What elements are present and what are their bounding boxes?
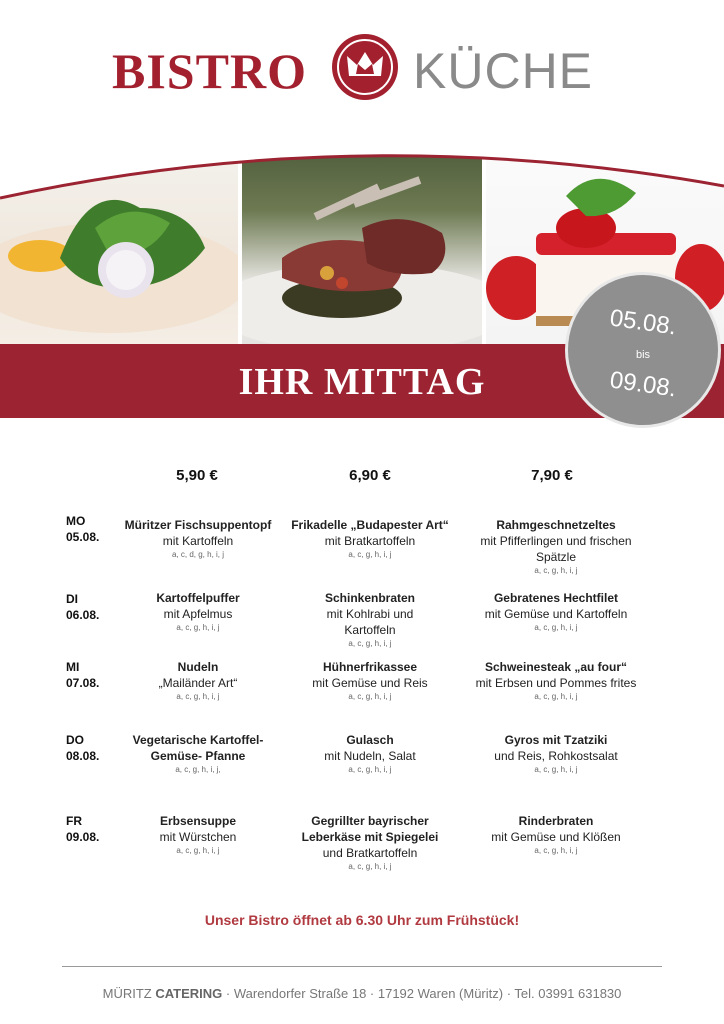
logo-text-bistro: BISTRO [112,43,307,99]
weekday: MI [66,660,80,674]
day-label [66,591,99,623]
day-date: 08.08. [66,749,100,763]
menu-item [98,590,298,634]
dish-title: Gulasch [346,733,394,747]
dish-title: Hühnerfrikassee [322,660,418,674]
menu-item [270,813,470,873]
dish-allergens: a, c, g, h, i, j [176,692,220,701]
dish-allergens: a, c, d, g, h, i, j [171,550,225,559]
price-column-3: 7,90 € [531,467,573,484]
menu-item [270,590,470,650]
dish-description: und Bratkartoffeln [322,846,418,860]
dish-allergens: a, c, g, h, i, j [176,623,220,632]
price-column-1: 5,90 € [176,467,218,484]
crown-icon [332,34,398,100]
day-label [66,659,99,691]
dish-description: mit Gemüse und Reis [312,676,428,690]
breakfast-notice: Unser Bistro öffnet ab 6.30 Uhr zum Frühstück! [204,912,520,928]
day-label [66,813,99,845]
dish-description: mit Apfelmus [163,607,233,621]
menu-item [270,517,470,561]
dish-allergens: a, c, g, h, i, j [176,846,220,855]
dish-title: Frikadelle „Budapester Art“ [291,518,449,532]
footer-company-bold: CATERING [155,986,223,1001]
weekday: DI [66,592,78,606]
day-date: 05.08. [66,530,100,544]
menu-item [98,659,298,703]
weekday: FR [66,814,82,828]
dish-description: und Reis, Rohkostsalat [494,749,618,763]
dish-title: Müritzer Fischsuppentopf [124,518,272,532]
dish-allergens: a, c, g, h, i, j [534,692,578,701]
day-date: 06.08. [66,608,100,622]
dish-description: „Mailänder Art“ [158,676,238,690]
dish-title: Schinkenbraten [324,591,416,605]
footer-company-light: MÜRITZ [102,986,152,1001]
dish-title: Gegrillter bayrischer Leberkäse mit Spiegelei [301,814,439,844]
footer-address: · Warendorfer Straße 18 · 17192 Waren (Müritz) · Tel. 03991 631830 [225,986,622,1001]
dish-allergens: a, c, g, h, i, j, [175,765,221,774]
dish-description: mit Erbsen und Pommes frites [475,676,637,690]
menu-item [98,517,298,561]
dish-allergens: a, c, g, h, i, j [348,550,392,559]
menu-item [270,732,470,776]
dish-description: mit Gemüse und Klößen [491,830,621,844]
menu-item [456,813,656,857]
date-from: 05.08. [608,304,678,341]
dish-allergens: a, c, g, h, i, j [348,692,392,701]
dish-allergens: a, c, g, h, i, j [534,566,578,575]
date-to: 09.08. [608,366,678,403]
footer-divider [62,966,662,967]
menu-item [98,732,298,776]
menu-item [456,517,656,577]
day-label [66,513,99,545]
day-date: 09.08. [66,830,100,844]
dish-description: mit Gemüse und Kartoffeln [484,607,628,621]
menu-item [456,732,656,776]
price-column-2: 6,90 € [349,467,391,484]
dish-allergens: a, c, g, h, i, j [534,765,578,774]
day-label [66,732,99,764]
menu-item [270,659,470,703]
menu-item [456,590,656,634]
dish-allergens: a, c, g, h, i, j [348,639,392,648]
dish-allergens: a, c, g, h, i, j [534,623,578,632]
menu-item [456,659,656,703]
dish-title: Gebratenes Hechtfilet [493,591,619,605]
dish-title: Schweinesteak „au four“ [484,660,628,674]
dish-allergens: a, c, g, h, i, j [348,862,392,871]
dish-description: mit Kohlrabi und Kartoffeln [326,607,414,637]
weekday: MO [66,514,86,528]
weekday: DO [66,733,84,747]
dish-title: Rahmgeschnetzeltes [496,518,616,532]
dish-allergens: a, c, g, h, i, j [348,765,392,774]
menu-item [98,813,298,857]
dish-description: mit Nudeln, Salat [324,749,416,763]
dish-title: Gyros mit Tzatziki [504,733,608,747]
page-title: IHR MITTAG [238,361,486,403]
logo [0,28,724,108]
dish-description: mit Bratkartoffeln [324,534,416,548]
footer [0,986,724,1001]
dish-title: Vegetarische Kartoffel-Gemüse- Pfanne [132,733,264,763]
day-date: 07.08. [66,676,100,690]
dish-title: Nudeln [177,660,219,674]
dish-description: mit Kartoffeln [162,534,234,548]
dish-allergens: a, c, g, h, i, j [534,846,578,855]
dish-title: Erbsensuppe [159,814,237,828]
date-separator: bis [635,349,651,361]
dish-description: mit Würstchen [159,830,237,844]
dish-title: Kartoffelpuffer [156,591,240,605]
date-range-badge [565,272,721,428]
dish-title: Rinderbraten [518,814,594,828]
dish-description: mit Pfifferlingen und frischen Spätzle [480,534,632,564]
logo-text-kueche: KÜCHE [413,43,594,99]
